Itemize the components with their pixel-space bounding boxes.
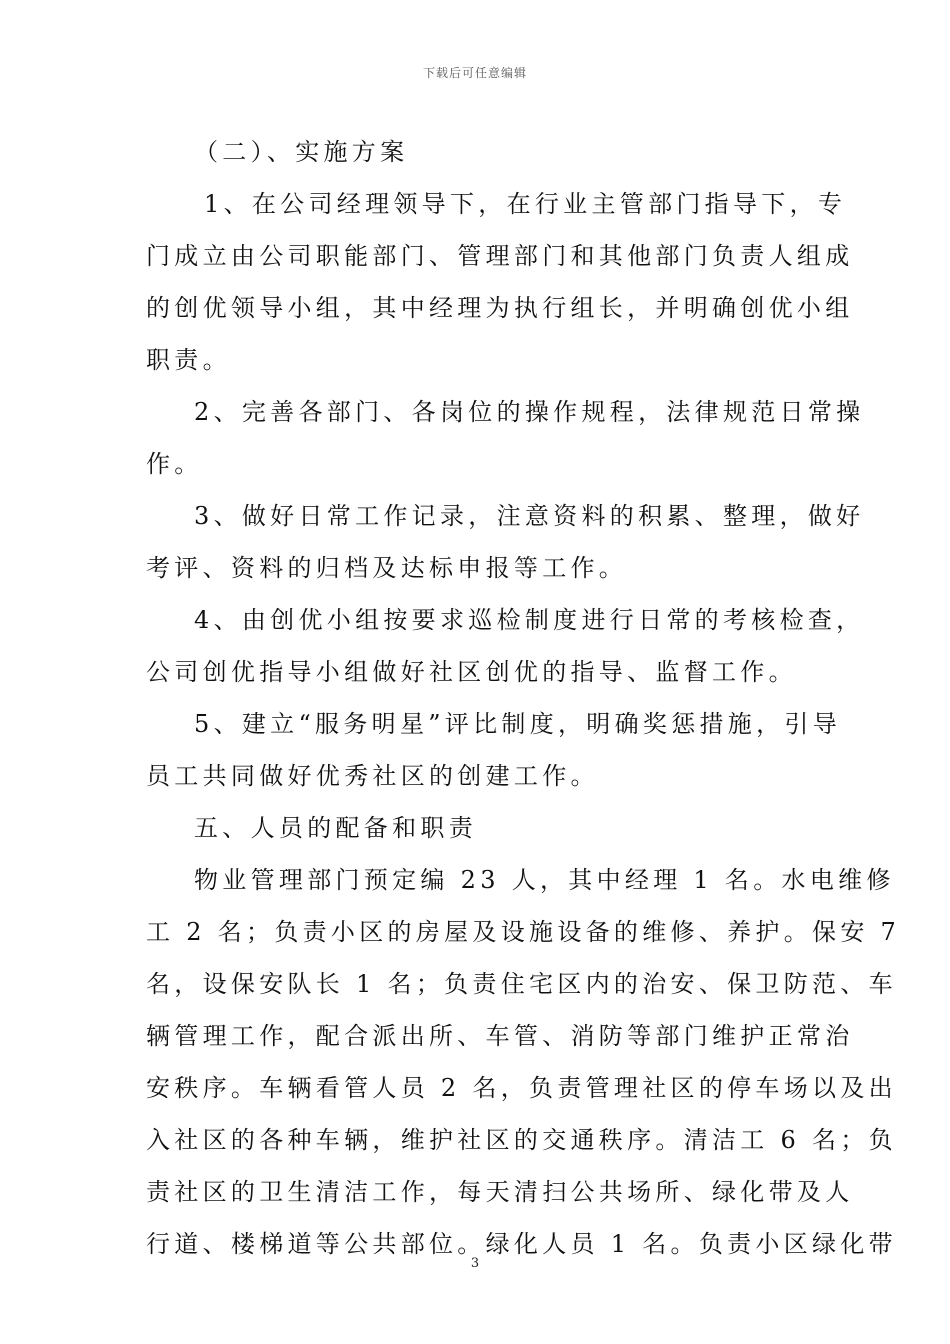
- page-header-note: 下载后可任意编辑: [422, 66, 527, 80]
- paragraph-line: 2、完善各部门、各岗位的操作规程，法律规范日常操: [194, 398, 865, 426]
- page-number: 3: [470, 1256, 480, 1271]
- paragraph-line: 5、建立“服务明星”评比制度，明确奖惩措施，引导: [194, 710, 842, 738]
- paragraph-line: 行道、楼梯道等公共部位。绿化人员 1 名。负责小区绿化带: [146, 1230, 897, 1258]
- paragraph-line: 3、做好日常工作记录，注意资料的积累、整理，做好: [194, 502, 865, 530]
- paragraph-line: 物业管理部门预定编 23 人，其中经理 1 名。水电维修: [194, 866, 895, 894]
- paragraph-line: 门成立由公司职能部门、管理部门和其他部门负责人组成: [146, 242, 854, 270]
- paragraph-line: 1、在公司经理领导下，在行业主管部门指导下，专: [204, 190, 847, 218]
- paragraph-line: 安秩序。车辆看管人员 2 名，负责管理社区的停车场以及出: [146, 1074, 897, 1102]
- paragraph-line: 职责。: [146, 346, 231, 374]
- paragraph-line: 责社区的卫生清洁工作，每天清扫公共场所、绿化带及人: [146, 1178, 854, 1206]
- paragraph-line: 考评、资料的归档及达标申报等工作。: [146, 554, 628, 582]
- paragraph-line: 公司创优指导小组做好社区创优的指导、监督工作。: [146, 658, 797, 686]
- section-heading: 五、人员的配备和职责: [194, 814, 477, 842]
- paragraph-line: 名，设保安队长 1 名；负责住宅区内的治安、保卫防范、车: [146, 970, 897, 998]
- paragraph-line: 入社区的各种车辆，维护社区的交通秩序。清洁工 6 名；负: [146, 1126, 897, 1154]
- document-body: [146, 126, 901, 1270]
- paragraph-line: 4、由创优小组按要求巡检制度进行日常的考核检查，: [194, 606, 865, 634]
- paragraph-line: 员工共同做好优秀社区的创建工作。: [146, 762, 599, 790]
- paragraph-line: 辆管理工作，配合派出所、车管、消防等部门维护正常治: [146, 1022, 854, 1050]
- paragraph-line: 的创优领导小组，其中经理为执行组长，并明确创优小组: [146, 294, 854, 322]
- paragraph-line: 作。: [146, 450, 203, 478]
- paragraph-line: 工 2 名；负责小区的房屋及设施设备的维修、养护。保安 7: [146, 918, 901, 946]
- section-heading: （二）、实施方案: [194, 138, 409, 166]
